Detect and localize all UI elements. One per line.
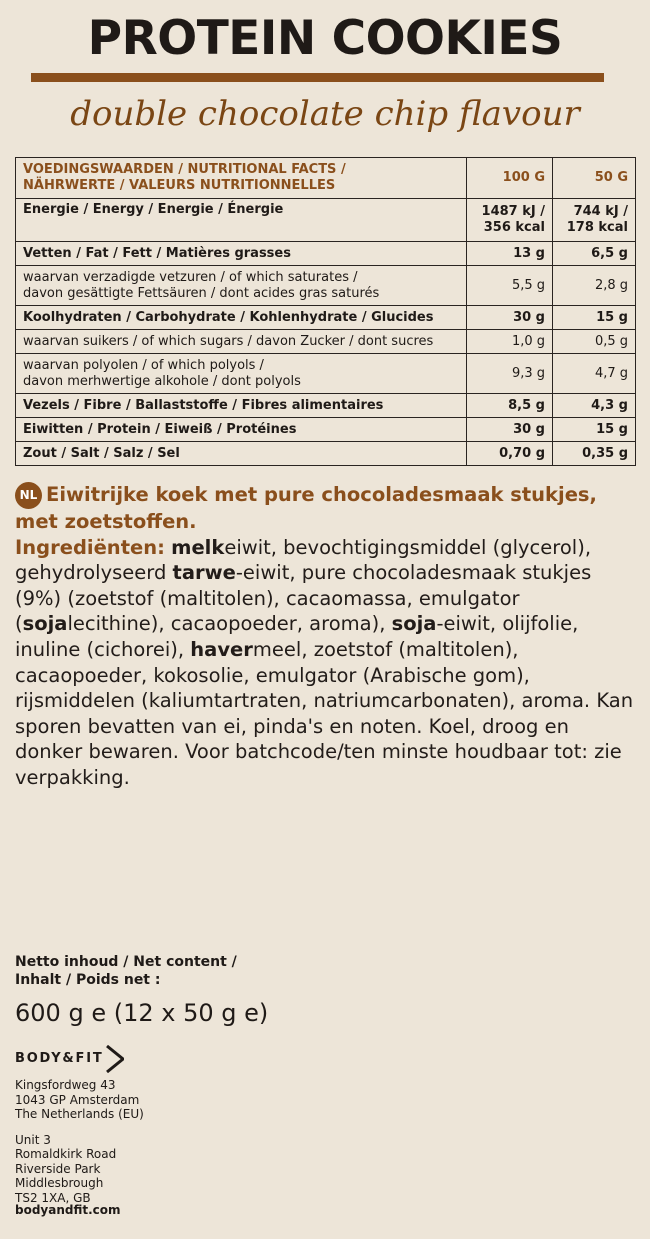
value-50g: 2,8 g — [553, 266, 636, 306]
column-header-50g: 50 G — [553, 158, 636, 199]
value-100g: 1487 kJ / 356 kcal — [467, 199, 553, 242]
value-100g: 30 g — [467, 418, 553, 442]
row-label: Energie / Energy / Energie / Énergie — [16, 199, 467, 242]
table-row — [16, 354, 636, 394]
value-100g: 0,70 g — [467, 442, 553, 466]
ingredients-text: -eiwit, pure chocoladesmaak stukjes (9%) (zoetstof (maltitolen), cacaomassa, emulgator ( — [15, 561, 592, 636]
allergen-oat: haver — [190, 637, 253, 661]
allergen-soy: soja — [391, 612, 437, 636]
value-50g: 0,35 g — [553, 442, 636, 466]
net-content-label: Netto inhoud / Net content / Inhalt / Poids net : — [15, 954, 237, 988]
column-header-100g: 100 G — [467, 158, 553, 199]
value-100g: 5,5 g — [467, 266, 553, 306]
row-label: Eiwitten / Protein / Eiweiß / Protéines — [16, 418, 467, 442]
table-row — [16, 266, 636, 306]
brand-x-mark-icon — [106, 1045, 124, 1073]
language-badge-nl: NL — [15, 482, 42, 509]
value-50g: 4,3 g — [553, 394, 636, 418]
row-label: waarvan verzadigde vetzuren / of which saturates / davon gesättigte Fettsäuren / dont acides gras saturés — [16, 266, 467, 306]
value-50g: 6,5 g — [553, 242, 636, 266]
value-100g: 8,5 g — [467, 394, 553, 418]
table-row — [16, 199, 636, 242]
table-row — [16, 394, 636, 418]
estimated-sign-icon: e — [244, 999, 259, 1027]
row-label: waarvan suikers / of which sugars / davon Zucker / dont sucres — [16, 330, 467, 354]
row-label: Zout / Salt / Salz / Sel — [16, 442, 467, 466]
flavour-subtitle: double chocolate chip flavour — [70, 94, 580, 134]
product-title: PROTEIN COOKIES — [87, 11, 563, 66]
row-label: Koolhydraten / Carbohydrate / Kohlenhydrate / Glucides — [16, 306, 467, 330]
net-content-value: 600 g e (12 x 50 g e) — [15, 999, 269, 1027]
company-address: Kingsfordweg 43 1043 GP Amsterdam The Netherlands (EU) Unit 3 Romaldkirk Road Riverside Park Middlesbrough TS2 1XA, GB — [15, 1078, 144, 1205]
estimated-sign-icon: e — [91, 999, 107, 1027]
nutrition-header-label: VOEDINGSWAARDEN / NUTRITIONAL FACTS / NÄHRWERTE / VALEURS NUTRITIONNELLES — [16, 158, 467, 199]
table-row — [16, 442, 636, 466]
website-link[interactable]: bodyandfit.com — [15, 1203, 121, 1217]
value-50g: 744 kJ / 178 kcal — [553, 199, 636, 242]
value-50g: 0,5 g — [553, 330, 636, 354]
brand-name: BODY&FIT — [15, 1051, 104, 1066]
table-row — [16, 242, 636, 266]
ingredients-text: lecithine), cacaopoeder, aroma), — [67, 612, 392, 636]
value-50g: 15 g — [553, 306, 636, 330]
nutrition-header-row — [16, 158, 636, 199]
row-label: waarvan polyolen / of which polyols / davon merhwertige alkohole / dont polyols — [16, 354, 467, 394]
allergen-milk: melk — [171, 535, 225, 559]
value-50g: 15 g — [553, 418, 636, 442]
product-description: Eiwitrijke koek met pure chocoladesmaak stukjes, met zoetstoffen. — [15, 483, 597, 533]
value-50g: 4,7 g — [553, 354, 636, 394]
value-100g: 9,3 g — [467, 354, 553, 394]
table-row — [16, 418, 636, 442]
table-row — [16, 306, 636, 330]
row-label: Vezels / Fibre / Ballaststoffe / Fibres alimentaires — [16, 394, 467, 418]
allergen-soy: soja — [22, 612, 68, 636]
value-100g: 13 g — [467, 242, 553, 266]
table-row — [16, 330, 636, 354]
brand-logo — [15, 1042, 124, 1076]
row-label: Vetten / Fat / Fett / Matières grasses — [16, 242, 467, 266]
ingredients-block — [15, 482, 635, 791]
nutrition-table — [15, 157, 636, 466]
value-100g: 30 g — [467, 306, 553, 330]
ingredients-text: meel, zoetstof (maltitolen), cacaopoeder, kokosolie, emulgator (Arabische gom), rijsmiddelen (kaliumtartraten, natriumcarbonaten), aroma. Kan sporen bevatten van ei, pinda's en noten. Koel, droog en donker bewaren. Voor batchcode/ten minste houdbaar tot: zie verpakking. — [15, 637, 634, 789]
value-100g: 1,0 g — [467, 330, 553, 354]
title-divider — [31, 73, 604, 82]
ingredients-text: -eiwit, olijfolie, inuline (cichorei), — [15, 612, 579, 661]
ingredients-label: Ingrediënten: — [15, 535, 165, 559]
ingredients-text: eiwit, bevochtigingsmiddel (glycerol), gehydrolyseerd — [15, 535, 592, 585]
allergen-wheat: tarwe — [172, 561, 236, 585]
